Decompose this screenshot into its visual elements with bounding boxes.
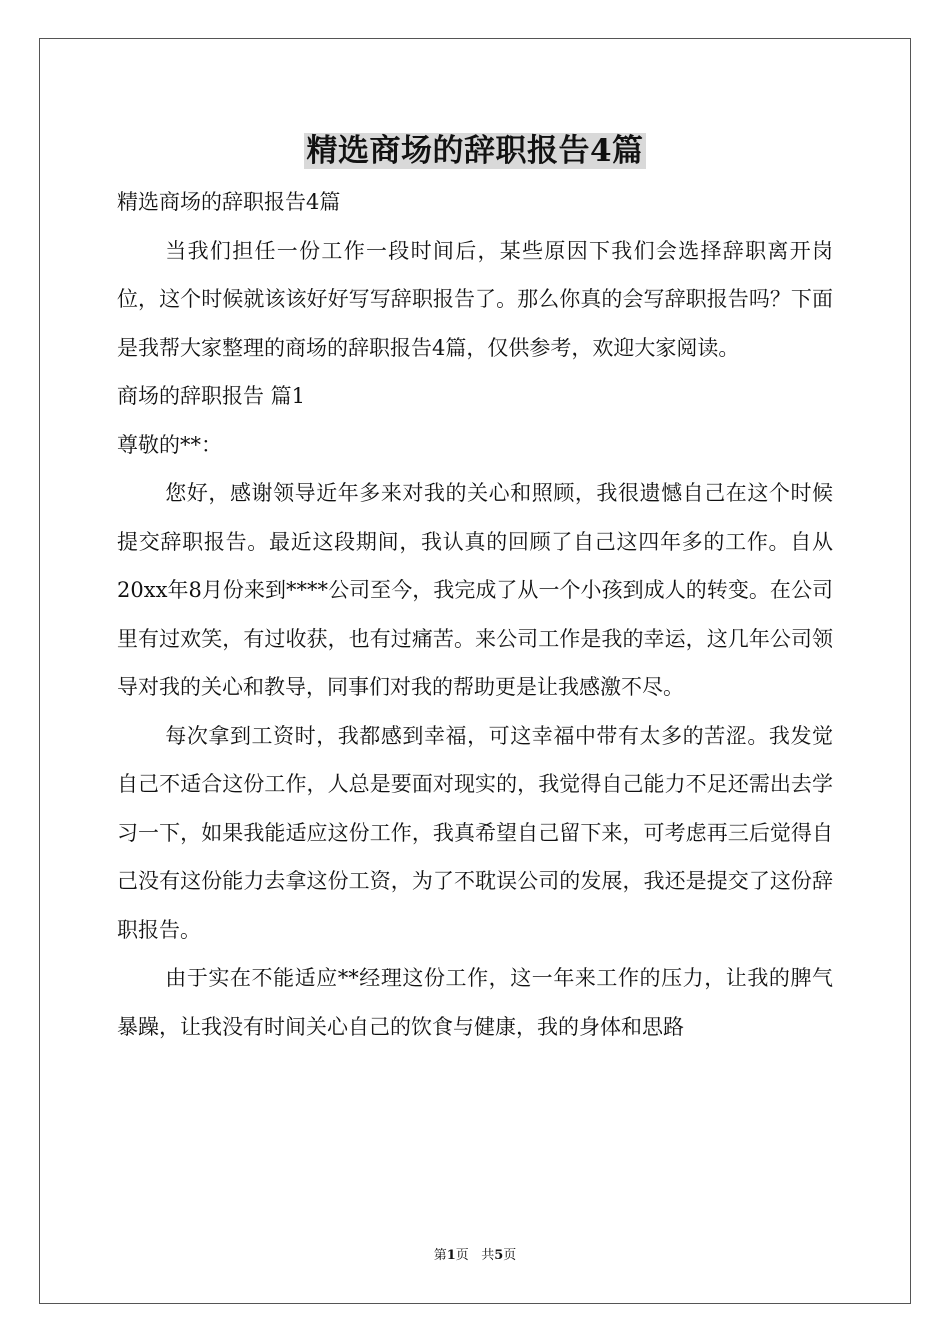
page-suffix: 页	[455, 1248, 469, 1263]
page-prefix: 第	[433, 1248, 447, 1263]
total-pages: 5	[494, 1248, 504, 1263]
body-paragraph-2: 每次拿到工资时，我都感到幸福，可这幸福中带有太多的苦涩。我发觉自己不适合这份工作，人总是要面对现实的，我觉得自己能力不足还需出去学习一下，如果我能适应这份工作，我真希望自己留下来，可考虑再三后觉得自己没有这份能力去拿这份工资，为了不耽误公司的发展，我还是提交了这份辞职报告。	[117, 723, 833, 942]
intro-paragraph: 当我们担任一份工作一段时间后，某些原因下我们会选择辞职离开岗位，这个时候就该该好好写写辞职报告了。那么你真的会写辞职报告吗？下面是我帮大家整理的商场的辞职报告4篇，仅供参考，欢迎大家阅读。	[117, 238, 833, 360]
salutation: 尊敬的**：	[117, 432, 222, 457]
body-paragraph-1: 您好，感谢领导近年多来对我的关心和照顾，我很遗憾自己在这个时候提交辞职报告。最近这段期间，我认真的回顾了自己这四年多的工作。自从20xx年8月份来到****公司至今，我完成了从一个小孩到成人的转变。在公司里有过欢笑，有过收获，也有过痛苦。来公司工作是我的幸运，这几年公司领导对我的关心和教导，同事们对我的帮助更是让我感激不尽。	[117, 481, 833, 699]
page-footer	[0, 1247, 950, 1265]
total-suffix: 页	[503, 1248, 517, 1263]
section-heading: 商场的辞职报告 篇1	[117, 384, 306, 408]
body-paragraph-3: 由于实在不能适应**经理这份工作，这一年来工作的压力，让我的脾气暴躁，让我没有时间关心自己的饮食与健康，我的身体和思路	[117, 966, 833, 1039]
document-title-text: 精选商场的辞职报告4篇	[306, 133, 644, 169]
total-prefix: 共	[481, 1248, 495, 1263]
page-number: 1	[446, 1248, 456, 1263]
document-title	[0, 130, 950, 172]
document-body	[117, 178, 833, 1051]
document-subtitle: 精选商场的辞职报告4篇	[117, 190, 341, 214]
